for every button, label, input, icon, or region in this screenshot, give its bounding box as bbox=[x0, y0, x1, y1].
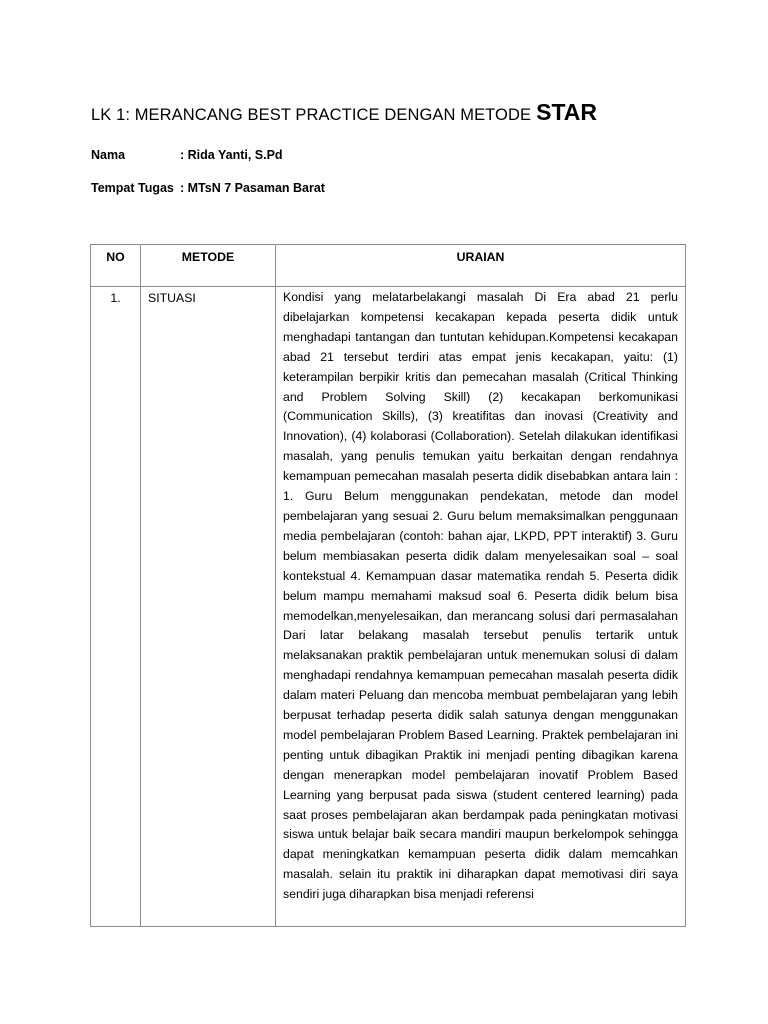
header-metode: METODE bbox=[141, 245, 276, 287]
row-no: 1. bbox=[110, 291, 121, 305]
table-row bbox=[91, 287, 686, 927]
document-title bbox=[91, 97, 597, 131]
row-no-cell bbox=[91, 287, 141, 927]
header-no: NO bbox=[91, 245, 141, 287]
header-uraian: URAIAN bbox=[276, 245, 686, 287]
field-tempat-tugas-label: Tempat Tugas bbox=[91, 181, 174, 195]
row-metode: SITUASI bbox=[148, 291, 196, 305]
title-emphasis-text: STAR bbox=[536, 99, 598, 125]
star-method-table bbox=[90, 244, 686, 927]
field-tempat-tugas bbox=[91, 180, 325, 196]
table-header-row bbox=[91, 245, 686, 287]
row-uraian-cell bbox=[276, 287, 686, 927]
field-nama-label: Nama bbox=[91, 148, 126, 162]
row-metode-cell bbox=[141, 287, 276, 927]
title-main-text: LK 1: MERANCANG BEST PRACTICE DENGAN METODE bbox=[91, 106, 532, 124]
field-tempat-tugas-value: : MTsN 7 Pasaman Barat bbox=[180, 181, 325, 195]
field-nama-value: : Rida Yanti, S.Pd bbox=[180, 148, 283, 162]
field-nama bbox=[91, 147, 283, 163]
row-uraian: Kondisi yang melatarbelakangi masalah Di Era abad 21 perlu dibelajarkan kompetensi kecakapan kepada peserta didik untuk menghadapi tantangan dan tuntutan kehidupan.Kompetensi kecakapan abad 21 tersebut terdiri atas empat jenis kecakapan, yaitu: (1) keterampilan berpikir kritis dan pemecahan masalah (Critical Thinking and Problem Solving Skill) (2) kecakapan berkomunikasi (Communication Skills), (3) kreatifitas dan inovasi (Creativity and Innovation), (4) kolaborasi (Collaboration). Setelah dilakukan identifikasi masalah, yang penulis temukan yaitu berkaitan dengan rendahnya kemampuan pemecahan masalah peserta didik disebabkan antara lain : 1. Guru Belum menggunakan pendekatan, metode dan model pembelajaran yang sesuai 2. Guru belum memaksimalkan penggunaan media pembelajaran (contoh: bahan ajar, LKPD, PPT interaktif) 3. Guru belum membiasakan peserta didik dalam menyelesaikan soal – soal kontekstual 4. Kemampuan dasar matematika rendah 5. Peserta didik belum mampu memahami maksud soal 6. Peserta didik belum bisa memodelkan,menyelesaikan, dan merancang solusi dari permasalahan Dari latar belakang masalah tersebut penulis tertarik untuk melaksanakan praktik pembelajaran untuk menemukan solusi di dalam menghadapi rendahnya kemampuan pemecahan masalah peserta didik dalam materi Peluang dan mencoba membuat pembelajaran yang lebih berpusat terhadap peserta didik salah satunya dengan menggunakan model pembelajaran Problem Based Learning. Praktek pembelajaran ini penting untuk dibagikan Praktik ini menjadi penting dibagikan karena dengan menerapkan model pembelajaran inovatif Problem Based Learning yang berpusat pada siswa (student centered learning) pada saat proses pembelajaran akan berdampak pada peningkatan motivasi siswa untuk belajar baik secara mandiri maupun berkelompok sehingga dapat meningkatkan kemampuan peserta didik dalam memcahkan masalah. selain itu praktik ini diharapkan dapat memotivasi diri saya sendiri juga diharapkan bisa menjadi referensi bbox=[283, 290, 678, 902]
